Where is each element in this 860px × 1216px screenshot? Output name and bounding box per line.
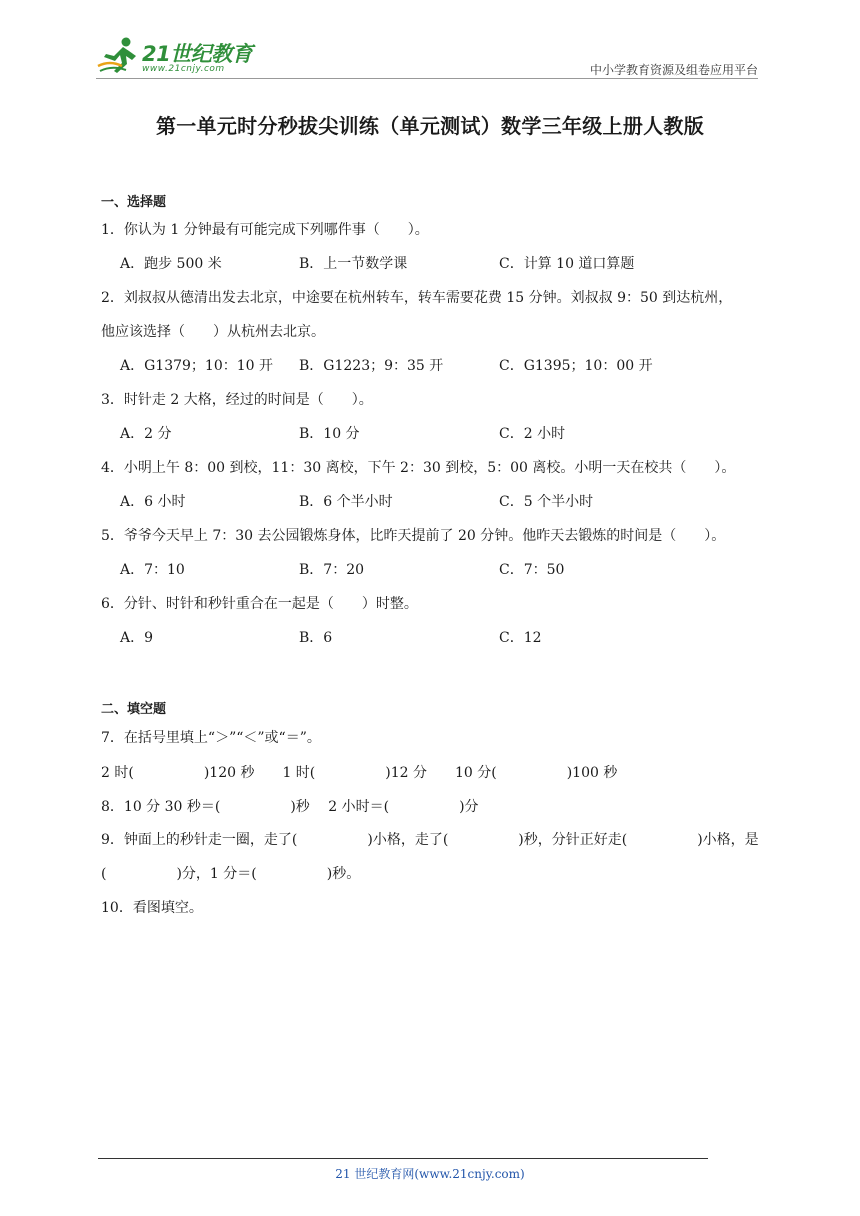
- question-4: 4．小明上午 8：00 到校，11：30 离校，下午 2：30 到校，5：00 离校。小明一天在校共（ ）。: [101, 460, 736, 476]
- question-5: 5．爷爷今天早上 7：30 去公园锻炼身体，比昨天提前了 20 分钟。他昨天去锻炼的时间是（ ）。: [101, 528, 726, 544]
- page-title: 第一单元时分秒拔尖训练（单元测试）数学三年级上册人教版: [155, 114, 705, 138]
- q4-option-b: B．6 个半小时: [299, 494, 393, 510]
- platform-text: 中小学教育资源及组卷应用平台: [589, 63, 758, 77]
- question-2-line2: 他应该选择（ ）从杭州去北京。: [101, 324, 325, 340]
- q4-option-a: A．6 小时: [120, 494, 186, 510]
- q3-option-c: C．2 小时: [499, 426, 566, 442]
- q5-option-a: A．7：10: [120, 562, 185, 578]
- q1-option-a: A．跑步 500 米: [120, 256, 222, 272]
- site-logo: [96, 34, 266, 78]
- question-10: 10．看图填空。: [101, 900, 203, 916]
- q4-option-c: C．5 个半小时: [499, 494, 594, 510]
- question-2-line1: 2．刘叔叔从德清出发去北京，中途要在杭州转车，转车需要花费 15 分钟。刘叔叔 9：50 到达杭州，: [101, 290, 733, 306]
- question-9-line1: 9．钟面上的秒针走一圈，走了( )小格，走了( )秒，分针正好走( )小格，是: [101, 832, 759, 848]
- page-header: [96, 34, 758, 78]
- footer-link[interactable]: 21 世纪教育网(www.21cnjy.com): [335, 1167, 525, 1181]
- footer-divider: [98, 1158, 708, 1159]
- question-8: 8．10 分 30 秒＝( )秒 2 小时＝( )分: [101, 799, 479, 815]
- logo-url: www.21cnjy.com: [142, 64, 225, 74]
- header-divider: [96, 78, 758, 79]
- q3-option-a: A．2 分: [120, 426, 172, 442]
- q3-option-b: B．10 分: [299, 426, 360, 442]
- question-1: 1．你认为 1 分钟最有可能完成下列哪件事（ ）。: [101, 222, 429, 238]
- question-6: 6．分针、时针和秒针重合在一起是（ ）时整。: [101, 596, 418, 612]
- q1-option-c: C．计算 10 道口算题: [499, 256, 635, 272]
- q6-option-b: B．6: [299, 630, 333, 646]
- question-7: 7．在括号里填上“＞”“＜”或“＝”。: [101, 730, 321, 746]
- runner-logo-icon: [96, 36, 142, 76]
- q6-option-c: C．12: [499, 630, 542, 646]
- q2-option-a: A．G1379；10：10 开: [120, 358, 274, 374]
- logo-text: 21世纪教育: [142, 42, 253, 66]
- question-9-line2: ( )分，1 分＝( )秒。: [101, 866, 361, 882]
- q6-option-a: A．9: [120, 630, 154, 646]
- q2-option-b: B．G1223；9：35 开: [299, 358, 444, 374]
- q5-option-b: B．7：20: [299, 562, 365, 578]
- section-heading-fill: 二、填空题: [101, 702, 167, 717]
- section-heading-choice: 一、选择题: [101, 195, 167, 210]
- question-3: 3．时针走 2 大格，经过的时间是（ ）。: [101, 392, 373, 408]
- q1-option-b: B．上一节数学课: [299, 256, 408, 272]
- question-7-blanks: 2 时( )120 秒 1 时( )12 分 10 分( )100 秒: [101, 765, 618, 781]
- q5-option-c: C．7：50: [499, 562, 565, 578]
- q2-option-c: C．G1395；10：00 开: [499, 358, 653, 374]
